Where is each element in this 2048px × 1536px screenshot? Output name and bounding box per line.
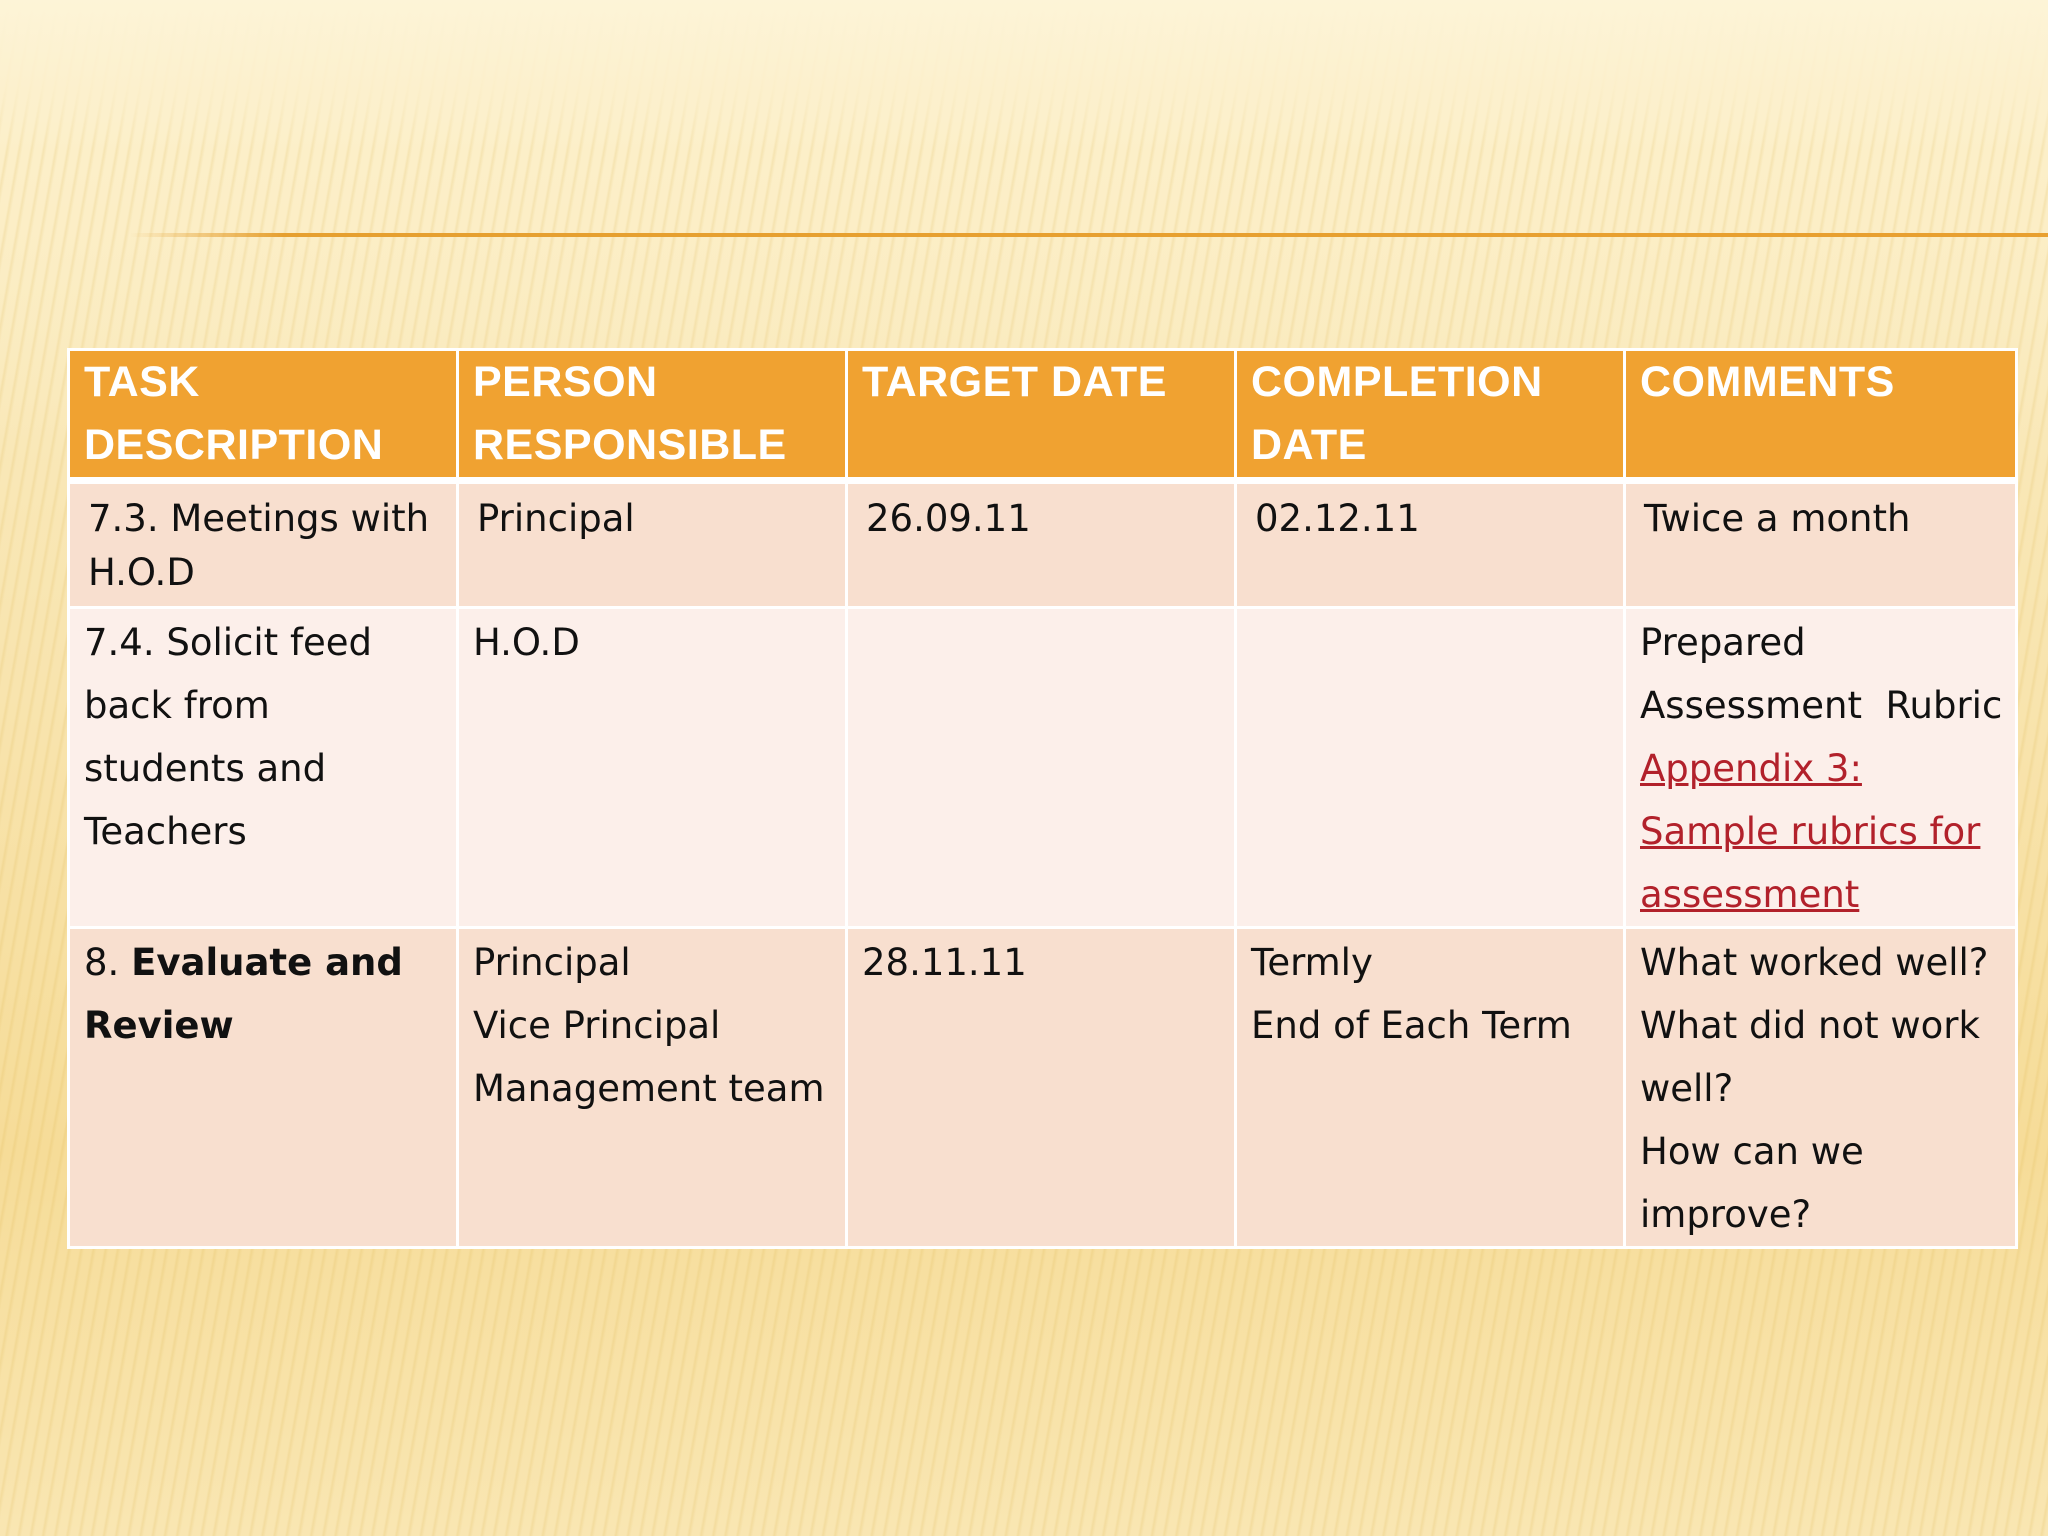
- header-line: PERSON: [473, 358, 658, 406]
- header-comments: [1625, 350, 2017, 481]
- person-text: Principal: [477, 497, 635, 540]
- appendix-link[interactable]: Sample rubrics for: [1640, 810, 1981, 853]
- person-text: [473, 929, 831, 1120]
- completion-line: End of Each Term: [1251, 1004, 1572, 1047]
- header-line: COMMENTS: [1640, 358, 1895, 406]
- person-text: H.O.D: [473, 621, 580, 664]
- appendix-link[interactable]: Appendix 3:: [1640, 747, 1862, 790]
- task-cell: [69, 928, 458, 1248]
- completion-date-text: [1251, 609, 1609, 611]
- comments-text: Twice a month: [1644, 497, 1911, 540]
- action-plan-table: [67, 348, 2018, 1249]
- target-date-cell: [847, 608, 1236, 928]
- completion-date-cell: [1236, 481, 1625, 608]
- task-cell: [69, 481, 458, 608]
- target-date-cell: [847, 928, 1236, 1248]
- header-line: DESCRIPTION: [84, 421, 384, 469]
- comment-line: improve?: [1640, 1193, 1812, 1236]
- comments-cell: [1625, 608, 2017, 928]
- slide-top-highlight: [0, 0, 2048, 150]
- header-line: TARGET DATE: [862, 358, 1167, 406]
- header-line: RESPONSIBLE: [473, 421, 787, 469]
- comments-cell: [1625, 928, 2017, 1248]
- task-title-bold: Evaluate and Review: [84, 941, 403, 1047]
- person-cell: [458, 481, 847, 608]
- comments-text: [1640, 609, 2001, 926]
- comments-text: [1640, 929, 2001, 1246]
- task-cell: [69, 608, 458, 928]
- table-header-row: [69, 350, 2017, 481]
- header-line: DATE: [1251, 421, 1367, 469]
- completion-date-text: [1251, 929, 1609, 1057]
- target-date-text: 26.09.11: [866, 497, 1031, 540]
- person-cell: [458, 608, 847, 928]
- comment-line: Prepared: [1640, 621, 1806, 664]
- completion-date-text: 02.12.11: [1255, 497, 1420, 540]
- table-row: [69, 928, 2017, 1248]
- comment-line: Assessment Rubric: [1640, 684, 2003, 727]
- comment-line: What worked well?: [1640, 941, 1989, 984]
- person-line: Principal: [473, 941, 631, 984]
- task-number: 8.: [84, 941, 132, 984]
- task-text: [84, 929, 442, 1057]
- task-text: 7.3. Meetings with H.O.D: [88, 497, 430, 594]
- title-divider-line: [130, 233, 2048, 237]
- task-text: 7.4. Solicit feed back from students and Teachers: [84, 621, 372, 853]
- comment-line: well?: [1640, 1067, 1734, 1110]
- comment-line: What did not work: [1640, 1004, 1980, 1047]
- completion-date-cell: [1236, 608, 1625, 928]
- header-completion-date: [1236, 350, 1625, 481]
- appendix-link[interactable]: assessment: [1640, 873, 1860, 916]
- target-date-text: [862, 609, 1220, 611]
- completion-line: Termly: [1251, 941, 1373, 984]
- header-line: COMPLETION: [1251, 358, 1543, 406]
- person-line: Vice Principal: [473, 1004, 721, 1047]
- table-row: [69, 481, 2017, 608]
- header-task-description: [69, 350, 458, 481]
- comments-cell: [1625, 481, 2017, 608]
- completion-date-cell: [1236, 928, 1625, 1248]
- target-date-cell: [847, 481, 1236, 608]
- header-line: TASK: [84, 358, 200, 406]
- header-target-date: [847, 350, 1236, 481]
- person-cell: [458, 928, 847, 1248]
- comment-line: How can we: [1640, 1130, 1864, 1173]
- target-date-text: 28.11.11: [862, 941, 1027, 984]
- person-line: Management team: [473, 1067, 825, 1110]
- table-row: [69, 608, 2017, 928]
- header-person-responsible: [458, 350, 847, 481]
